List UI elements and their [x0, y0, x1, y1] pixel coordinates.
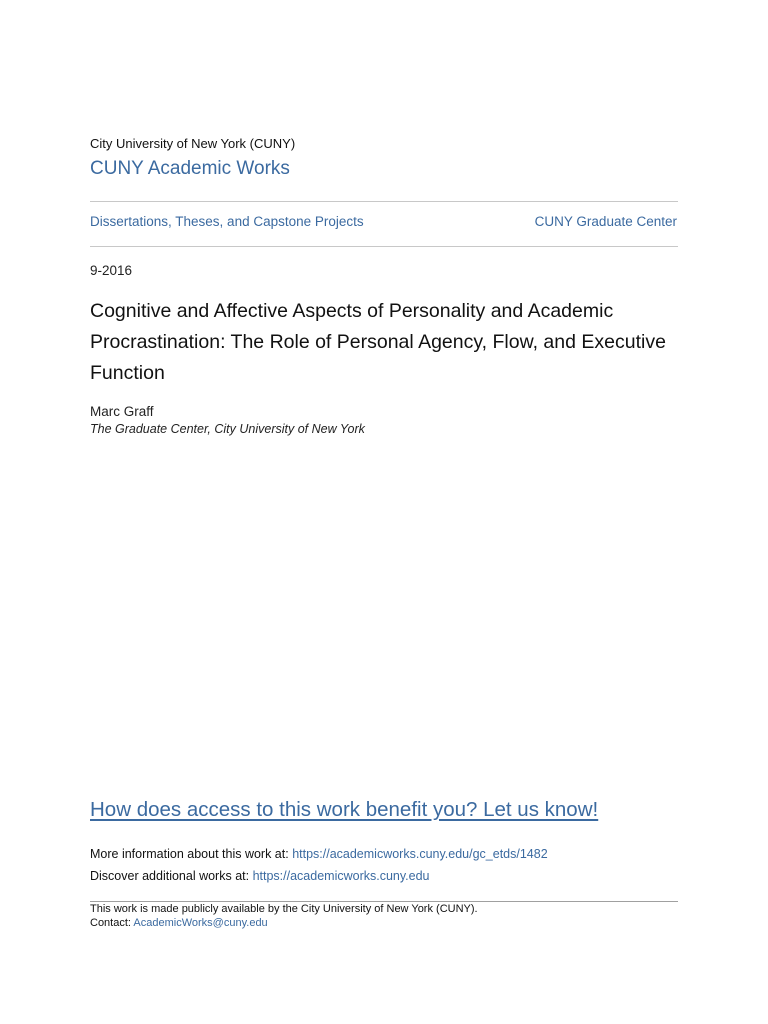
author-name: Marc Graff [90, 404, 154, 419]
discover-label: Discover additional works at: [90, 869, 253, 883]
availability-notice: This work is made publicly available by the City University of New York (CUNY). [90, 903, 478, 915]
contact-email-link[interactable]: AcademicWorks@cuny.edu [133, 917, 268, 929]
series-link[interactable]: Dissertations, Theses, and Capstone Projects [90, 214, 364, 229]
more-info-line [90, 847, 548, 861]
discover-line [90, 869, 430, 883]
divider-footer [90, 901, 678, 902]
work-url-link[interactable]: https://academicworks.cuny.edu/gc_etds/1482 [292, 847, 548, 861]
graduate-center-link[interactable]: CUNY Graduate Center [534, 214, 677, 229]
institution-name: City University of New York (CUNY) [90, 136, 296, 151]
divider-bottom [90, 246, 678, 247]
repository-link[interactable]: CUNY Academic Works [90, 158, 290, 179]
more-info-label: More information about this work at: [90, 847, 293, 861]
contact-line [90, 917, 268, 929]
author-affiliation: The Graduate Center, City University of New York [90, 422, 365, 436]
contact-label: Contact: [90, 917, 134, 929]
document-title: Cognitive and Affective Aspects of Personality and Academic Procrastination: The Role of Personal Agency, Flow, and Executive Function [90, 300, 666, 384]
publication-date: 9-2016 [90, 263, 133, 278]
divider-top [90, 201, 678, 202]
repository-url-link[interactable]: https://academicworks.cuny.edu [252, 869, 430, 883]
feedback-link[interactable]: How does access to this work benefit you? Let us know! [90, 798, 599, 821]
